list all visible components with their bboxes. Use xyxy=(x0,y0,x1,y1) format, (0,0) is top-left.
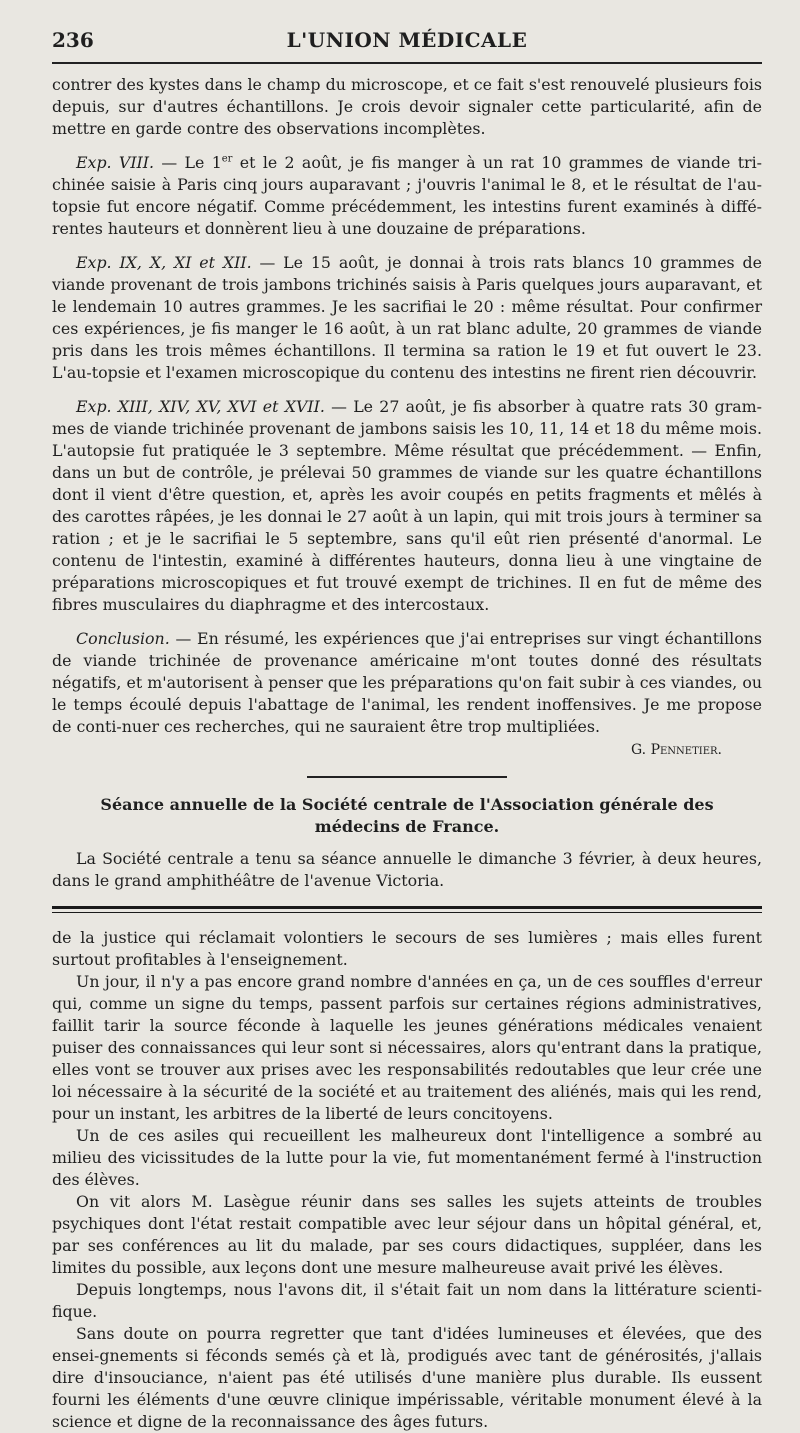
paragraph-text: — Le 1 xyxy=(154,153,222,172)
paragraph-text: et le 2 août, je fis manger à un rat 10 grammes de viande tri-chinée saisie à Paris cinq jours auparavant ; j'ouvris l'animal le 8, et le résultat de l'au-topsie fut encore négatif. Comme précédemment, les intestins furent examinés à diffé-rentes hauteurs et donnèrent lieu à une douzaine de préparations. xyxy=(52,153,762,238)
paragraph: On vit alors M. Lasègue réunir dans ses salles les sujets atteints de troubles psychiques dont l'état restait compatible avec leur séjour dans un hôpital général, et, par ses conférences au lit du malade, par ses cours didactiques, suppléer, dans les limites du possible, aux leçons dont une mesure malheureuse avait privé les élèves. xyxy=(52,1192,762,1277)
section-divider xyxy=(307,776,507,778)
paragraph: Un de ces asiles qui recueillent les malheureux dont l'intelligence a sombré au milieu des vicissitudes de la lutte pour la vie, fut momentanément fermé à l'instruction des élèves. xyxy=(52,1126,762,1189)
section-paragraph: La Société centrale a tenu sa séance annuelle le dimanche 3 février, à deux heures, dans le grand amphithéâtre de l'avenue Victoria. xyxy=(52,849,762,890)
ordinal-superscript: er xyxy=(221,153,233,165)
paragraph-exp-xiii-xvii xyxy=(52,396,762,616)
lower-article xyxy=(52,927,762,1433)
paragraph-text: — En résumé, les expériences que j'ai entreprises sur vingt échantillons de viande trichinée de provenance américaine m'ont toutes donné des résultats négatifs, et m'autorisent à penser que les préparations qu'on fait subir à ces viandes, ou le temps écoulé depuis l'abattage de l'animal, les rendent inoffensives. Je me propose de conti-nuer ces recherches, qui ne sauraient être trop multipliées. xyxy=(52,629,762,736)
author-signature: G. Pennetier. xyxy=(630,742,722,758)
paragraph-conclusion xyxy=(52,628,762,738)
upper-article xyxy=(52,74,762,758)
paragraph: Sans doute on pourra regretter que tant d'idées lumineuses et élevées, que des ensei-gnements si féconds semés çà et là, prodigués avec tant de générosités, j'allais dire d'insouciance, n'aient pas été utilisés d'une manière plus durable. Ils eussent fourni les éléments d'une œuvre clinique impérissable, véritable monument élevé à la science et digne de la reconnaissance des âges futurs. xyxy=(52,1324,762,1431)
paragraph-continuation: de la justice qui réclamait volontiers le secours de ses lumières ; mais elles furent surtout profitables à l'enseignement. xyxy=(52,928,762,969)
paragraph-text: — Le 15 août, je donnai à trois rats blancs 10 grammes de viande provenant de trois jambons trichinés saisis à Paris quelques jours auparavant, et le lendemain 10 autres grammes. Je les sacrifiai le 20 : même résultat. Pour confirmer ces expériences, je fis manger le 16 août, à un rat blanc adulte, 20 grammes de viande pris dans les trois mêmes échantillons. Il termina sa ration le 19 et fut ouvert le 23. L'au-topsie et l'examen microscopique du contenu des intestins ne firent rien découvrir. xyxy=(52,253,762,382)
paragraph-continuation: contrer des kystes dans le champ du microscope, et ce fait s'est renouvelé plusieurs fois depuis, sur d'autres échantillons. Je crois devoir signaler cette particularité, afin de mettre en garde contre des observations incomplètes. xyxy=(52,75,762,138)
journal-title: L'UNION MÉDICALE xyxy=(286,28,528,52)
experiment-label: Exp. VIII. xyxy=(76,153,155,172)
paragraph: Un jour, il n'y a pas encore grand nombre d'années en ça, un de ces souffles d'erreur qui, comme un signe du temps, passent parfois sur certaines régions administratives, faillit tarir la source féconde à laquelle les jeunes générations médicales venaient puiser des connaissances qui leur sont si nécessaires, alors qu'entrant dans la pratique, elles vont se trouver aux prises avec les responsabilités redoutables que leur crée une loi nécessaire à la sécurité de la société et au traitement des aliénés, mais qui les rend, pour un instant, les arbitres de la liberté de leurs concitoyens. xyxy=(52,972,762,1123)
paragraph-text: — Le 27 août, je fis absorber à quatre rats 30 gram-mes de viande trichinée provenant de jambons saisis les 10, 11, 14 et 18 du même mois. L'autopsie fut pratiquée le 3 septembre. Même résultat que précédemment. — Enfin, dans un but de contrôle, je prélevai 50 grammes de viande sur les quatre échantillons dont il vient d'être question, et, après les avoir coupés en petits fragments et mêlés à des carottes râpées, je les donnai le 27 août à un lapin, qui mit trois jours à terminer sa ration ; et je le sacrifiai le 5 septembre, sans qu'il eût rien présenté d'anormal. Le contenu de l'intestin, examiné à différentes hauteurs, donna lieu à une vingtaine de préparations microscopiques et fut trouvé exempt de trichines. Il en fut de même des fibres musculaires du diaphragme et des intercostaux. xyxy=(52,397,762,614)
experiment-label: Exp. IX, X, XI et XII. xyxy=(76,253,252,272)
feuilleton-divider xyxy=(52,906,762,913)
running-header xyxy=(52,0,762,62)
paragraph-exp-ix-xii xyxy=(52,252,762,384)
conclusion-label: Conclusion. xyxy=(76,629,170,648)
page-number: 236 xyxy=(52,28,94,52)
experiment-label: Exp. XIII, XIV, XV, XVI et XVII. xyxy=(76,397,325,416)
paragraph-exp-viii xyxy=(52,152,762,240)
section-heading: Séance annuelle de la Société centrale de l'Association générale des médecins de France. xyxy=(100,795,714,836)
header-rule xyxy=(52,62,762,64)
paragraph: Depuis longtemps, nous l'avons dit, il s'était fait un nom dans la littérature scienti-fique. xyxy=(52,1280,762,1321)
